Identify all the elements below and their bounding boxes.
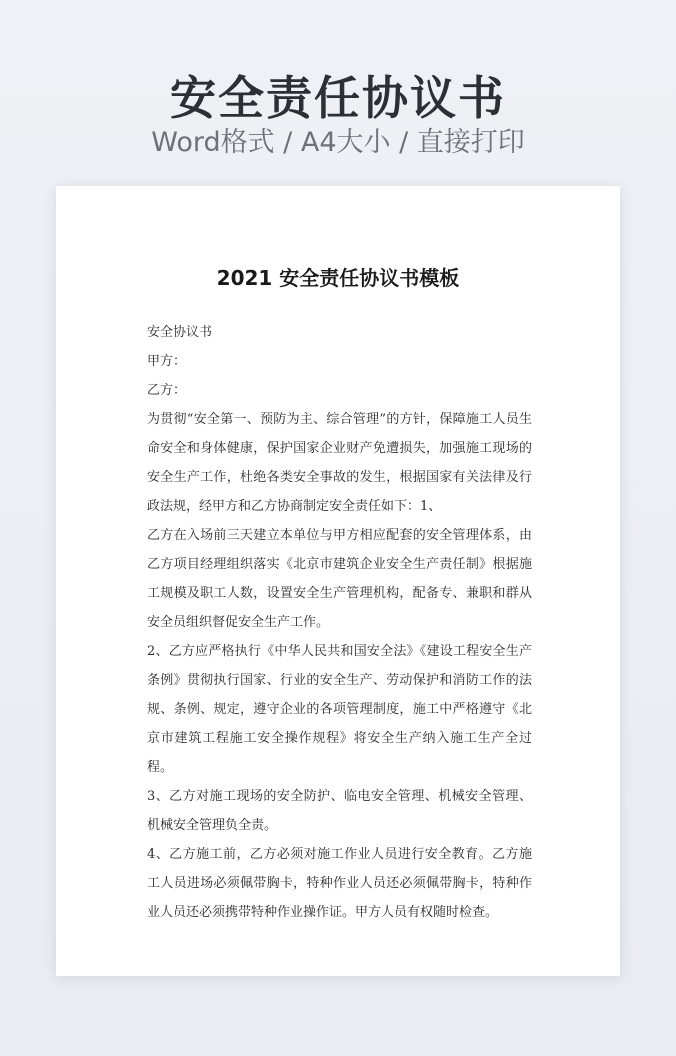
paragraph-clause-1: 乙方在入场前三天建立本单位与甲方相应配套的安全管理体系，由乙方项目经理组织落实《北京市建筑企业安全生产责任制》根据施工规模及职工人数，设置安全生产管理机构，配备专、兼职和群从安全员组织督促安全生产工作。: [147, 528, 532, 630]
paragraph-intro: 为贯彻“安全第一、预防为主、综合管理”的方针，保障施工人员生命安全和身体健康，保护国家企业财产免遭损失，加强施工现场的安全生产工作，杜绝各类安全事故的发生，根据国家有关法律及行政法规，经甲方和乙方协商制定安全责任如下：1、: [147, 412, 532, 514]
document-body: [147, 318, 532, 927]
document-title: 2021 安全责任协议书模板: [216, 266, 460, 290]
paragraph-clause-4: 4、乙方施工前，乙方必须对施工作业人员进行安全教育。乙方施工人员进场必须佩带胸卡，特种作业人员还必须佩带胸卡，特种作业人员还必须携带特种作业操作证。甲方人员有权随时检查。: [147, 847, 532, 920]
banner-subtitle: Word格式 / A4大小 / 直接打印: [151, 127, 525, 158]
paragraph-clause-3: 3、乙方对施工现场的安全防护、临电安全管理、机械安全管理、机械安全管理负全责。: [147, 789, 532, 833]
paragraph-party-a: 甲方：: [147, 354, 187, 369]
document-page: [56, 186, 620, 976]
banner-title: 安全责任协议书: [170, 71, 506, 125]
paragraph-heading: 安全协议书: [147, 325, 213, 340]
paragraph-clause-2: 2、乙方应严格执行《中华人民共和国安全法》《建设工程安全生产条例》贯彻执行国家、行业的安全生产、劳动保护和消防工作的法规、条例、规定，遵守企业的各项管理制度，施工中严格遵守《北京市建筑工程施工安全操作规程》将安全生产纳入施工生产全过程。: [147, 644, 532, 775]
paragraph-party-b: 乙方：: [147, 383, 187, 398]
